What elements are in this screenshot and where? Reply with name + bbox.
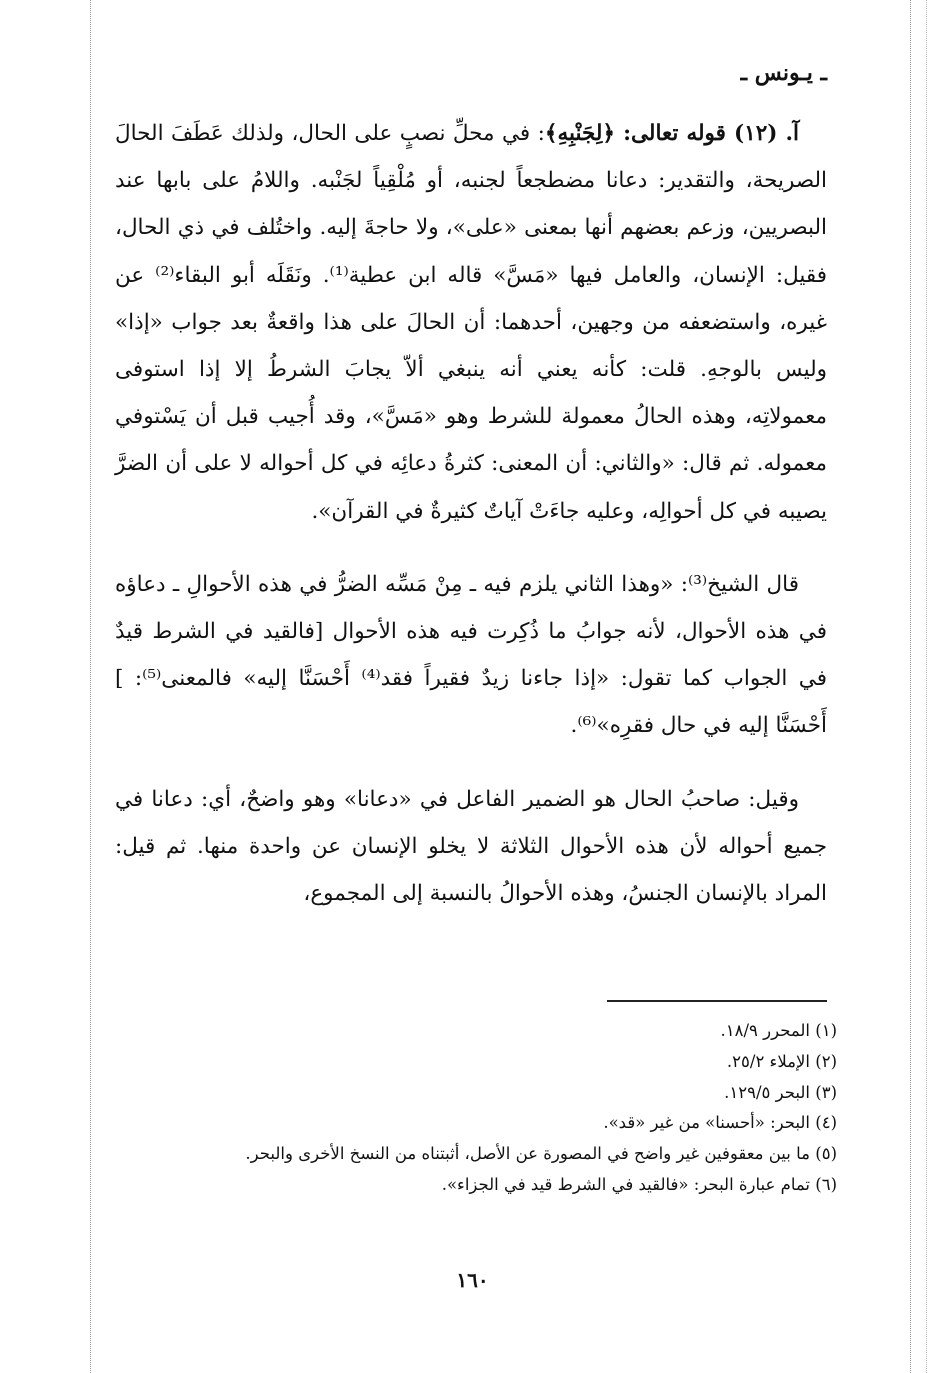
main-text (115, 110, 827, 917)
paragraph-1-text: : في محلِّ نصبٍ على الحال، ولذلك عَطَفَ الحالَ الصريحة، والتقدير: دعانا مضطجعاً لجنبه، أو مُلْقِياً لجَنْبه. واللامُ على بابها عند البصريين، وزعم بعضهم أنها بمعنى «على»، ولا حاجةَ إليه. واختُلف في ذي الحال، فقيل: الإنسان، والعامل فيها «مَسَّ» قاله ابن عطية⁽¹⁾. ونَقَلَه أبو البقاء⁽²⁾ عن غيره، واستضعفه من وجهين، أحدهما: أن الحالَ على هذا واقعةٌ بعد جواب «إذا» وليس بالوجهِ. قلت: كأنه يعني أنه ينبغي ألاّ يجابَ الشرطُ إلا إذا استوفى معمولاتِه، وهذه الحالُ معمولة للشرط وهو «مَسَّ»، وقد أُجيب قبل أن يَسْتوفي معموله. ثم قال: «والثاني: أن المعنى: كثرةُ دعائِه في كل أحواله لا على أن الضرَّ يصيبه في كل أحوالِه، وعليه جاءَتْ آياتٌ كثيرةٌ في القرآن». (115, 121, 828, 524)
footnote-item: (٥) ما بين معقوفين غير واضح في المصورة عن الأصل، أثبتناه من النسخ الأخرى والبحر. (245, 1144, 837, 1164)
paragraph-3 (115, 776, 827, 918)
footnote-divider (607, 1000, 827, 1002)
footnote-item: (١) المحرر ١٨/٩. (720, 1021, 837, 1040)
page-edge-right (910, 0, 911, 1373)
page-edge-right-outer (926, 0, 927, 1373)
page-number: ١٦٠ (456, 1268, 489, 1292)
footnote-item: (٦) تمام عبارة البحر: «فالقيد في الشرط قيد في الجزاء». (441, 1174, 837, 1194)
footnote-item: (٤) البحر: «أحسنا» من غير «قد». (603, 1113, 837, 1133)
paragraph-2-text: قال الشيخ⁽³⁾: «وهذا الثاني يلزم فيه ـ مِنْ مَسِّه الضرُّ في هذه الأحوالِ ـ دعاؤه في هذه الأحوال، لأنه جوابُ ما ذُكِرت فيه هذه الأحوال [فالقيد في الشرط قيدٌ في الجواب كما تقول: «إذا جاءنا زيدٌ فقيراً فقد⁽⁴⁾ أَحْسَنَّا إليه» فالمعنى⁽⁵⁾: ] أَحْسَنَّا إليه في حال فقرِه»⁽⁶⁾. (115, 571, 828, 739)
verse-reference: آ. (١٢) قوله تعالى: ﴿لِجَنْبِهِ﴾ (544, 121, 799, 146)
paragraph-2 (115, 561, 827, 750)
footnote-item: (٣) البحر ١٢٩/٥. (724, 1082, 837, 1102)
running-head: ـ يـونس ـ (740, 60, 827, 86)
footnotes (115, 1016, 837, 1201)
page-edge-left (90, 0, 91, 1373)
footnote-item: (٢) الإملاء ٢٥/٢. (726, 1051, 837, 1071)
paragraph-3-text: وقيل: صاحبُ الحال هو الضمير الفاعل في «دعانا» وهو واضحٌ، أي: دعانا في جميع أحواله لأن هذه الأحوال الثلاثة لا يخلو الإنسان عن واحدة منها. ثم قيل: المراد بالإنسان الجنسُ، وهذه الأحوالُ بالنسبة إلى المجموع، (115, 786, 827, 907)
paragraph-1 (115, 110, 827, 535)
